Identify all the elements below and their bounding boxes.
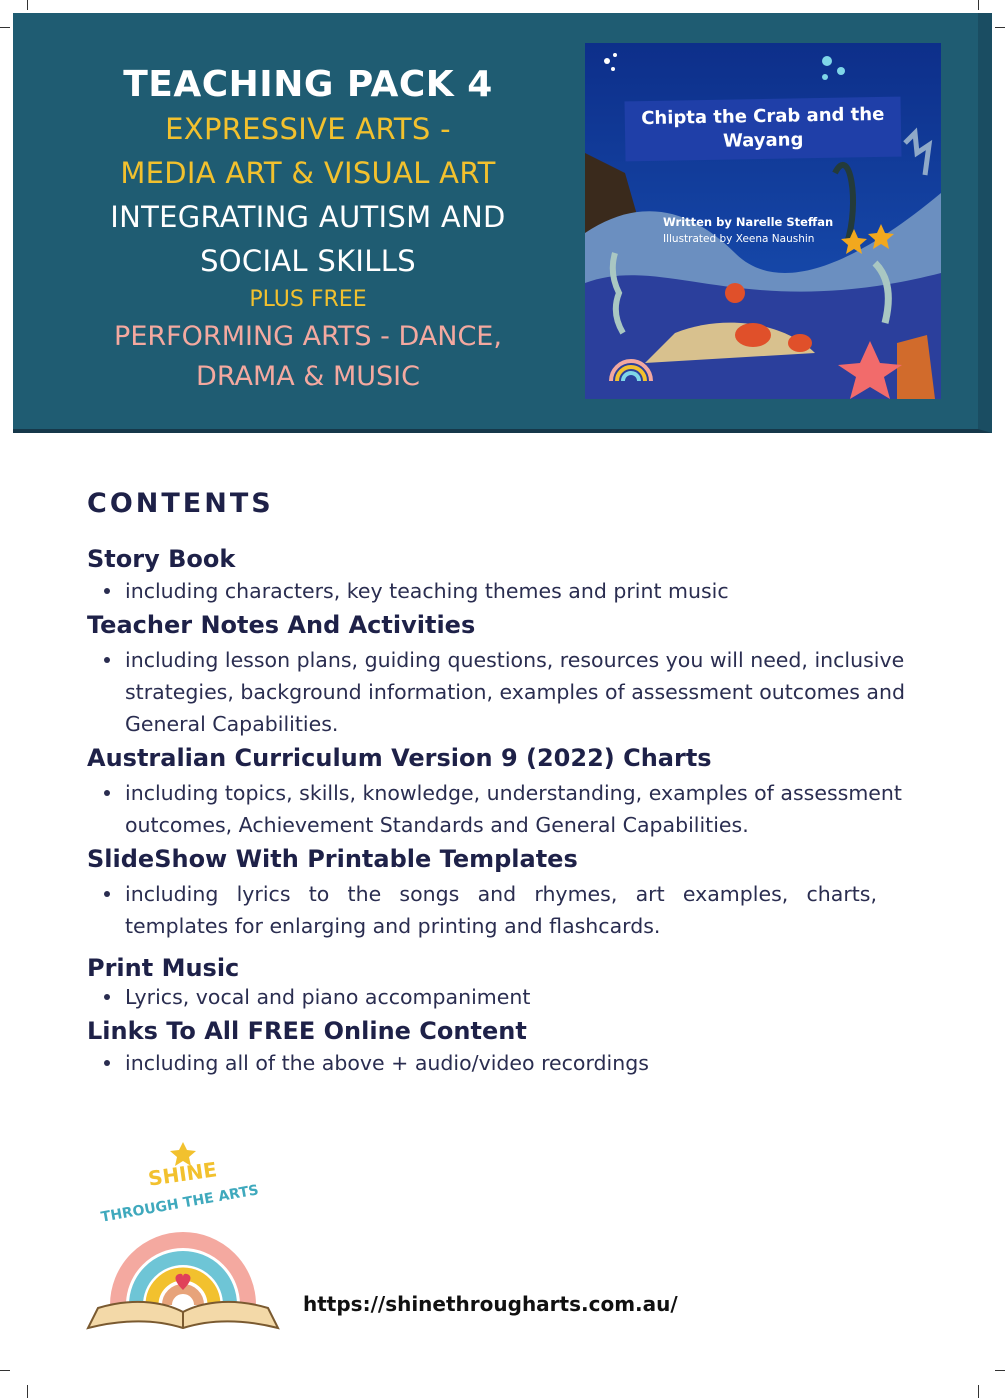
section-online-content [87, 1015, 907, 1079]
crop-mark [995, 27, 1005, 28]
crop-mark [978, 0, 979, 10]
crop-mark [27, 0, 28, 10]
shine-through-the-arts-logo [78, 1140, 288, 1330]
subtitle-line-3: INTEGRATING AUTISM AND [110, 200, 506, 234]
crop-mark [27, 1385, 28, 1398]
pack-title: TEACHING PACK 4 [123, 64, 493, 105]
header-banner [13, 13, 992, 433]
section-teacher-notes [87, 609, 907, 740]
section-title: SlideShow With Printable Templates [87, 845, 578, 873]
section-title: Story Book [87, 545, 236, 573]
list-item: including lyrics to the songs and rhymes, art examples, charts, templates for enlarging and printing and flashcards. [87, 878, 877, 942]
logo-through-text: THROUGH THE ARTS [99, 1182, 260, 1226]
list-item: Lyrics, vocal and piano accompaniment [87, 981, 907, 1013]
list-item: including lesson plans, guiding questions, resources you will need, inclusive strategies, background information, examples of assessment outcomes and General Capabilities. [87, 644, 907, 740]
cover-illustrator: Illustrated by Xeena Naushin [663, 233, 815, 245]
subtitle-line-4: SOCIAL SKILLS [200, 244, 416, 278]
cover-author: Written by Narelle Steffan [663, 215, 834, 229]
section-curriculum-charts [87, 742, 907, 841]
crop-mark [978, 1385, 979, 1398]
section-title: Print Music [87, 954, 240, 982]
section-title: Teacher Notes And Activities [87, 611, 476, 639]
section-slideshow [87, 843, 907, 942]
crop-mark [0, 1370, 10, 1371]
subtitle-line-2: MEDIA ART & VISUAL ART [120, 156, 496, 190]
contents-section [87, 488, 907, 1079]
subtitle-line-6: PERFORMING ARTS - DANCE, [114, 321, 502, 352]
section-title: Links To All FREE Online Content [87, 1017, 527, 1045]
section-print-music [87, 952, 907, 1013]
subtitle-line-7: DRAMA & MUSIC [196, 361, 420, 392]
crop-mark [995, 1370, 1005, 1371]
section-title: Australian Curriculum Version 9 (2022) Charts [87, 744, 712, 772]
section-story-book [87, 543, 907, 607]
contents-heading: CONTENTS [87, 488, 274, 519]
logo-shine-text: SHINE [146, 1157, 219, 1191]
list-item: including all of the above + audio/video recordings [87, 1047, 907, 1079]
crop-mark [0, 27, 10, 28]
cover-title: Chipta the Crab and the Wayang [624, 97, 901, 162]
subtitle-line-1: EXPRESSIVE ARTS - [165, 112, 451, 146]
banner-text [13, 63, 603, 397]
list-item: including characters, key teaching themes and print music [87, 575, 907, 607]
plus-free-label: PLUS FREE [249, 287, 367, 312]
list-item: including topics, skills, knowledge, understanding, examples of assessment outcomes, Achievement Standards and General Capabilities. [87, 777, 907, 841]
book-cover-image [585, 43, 941, 399]
website-link[interactable]: https://shinethrougharts.com.au/ [303, 1292, 678, 1316]
